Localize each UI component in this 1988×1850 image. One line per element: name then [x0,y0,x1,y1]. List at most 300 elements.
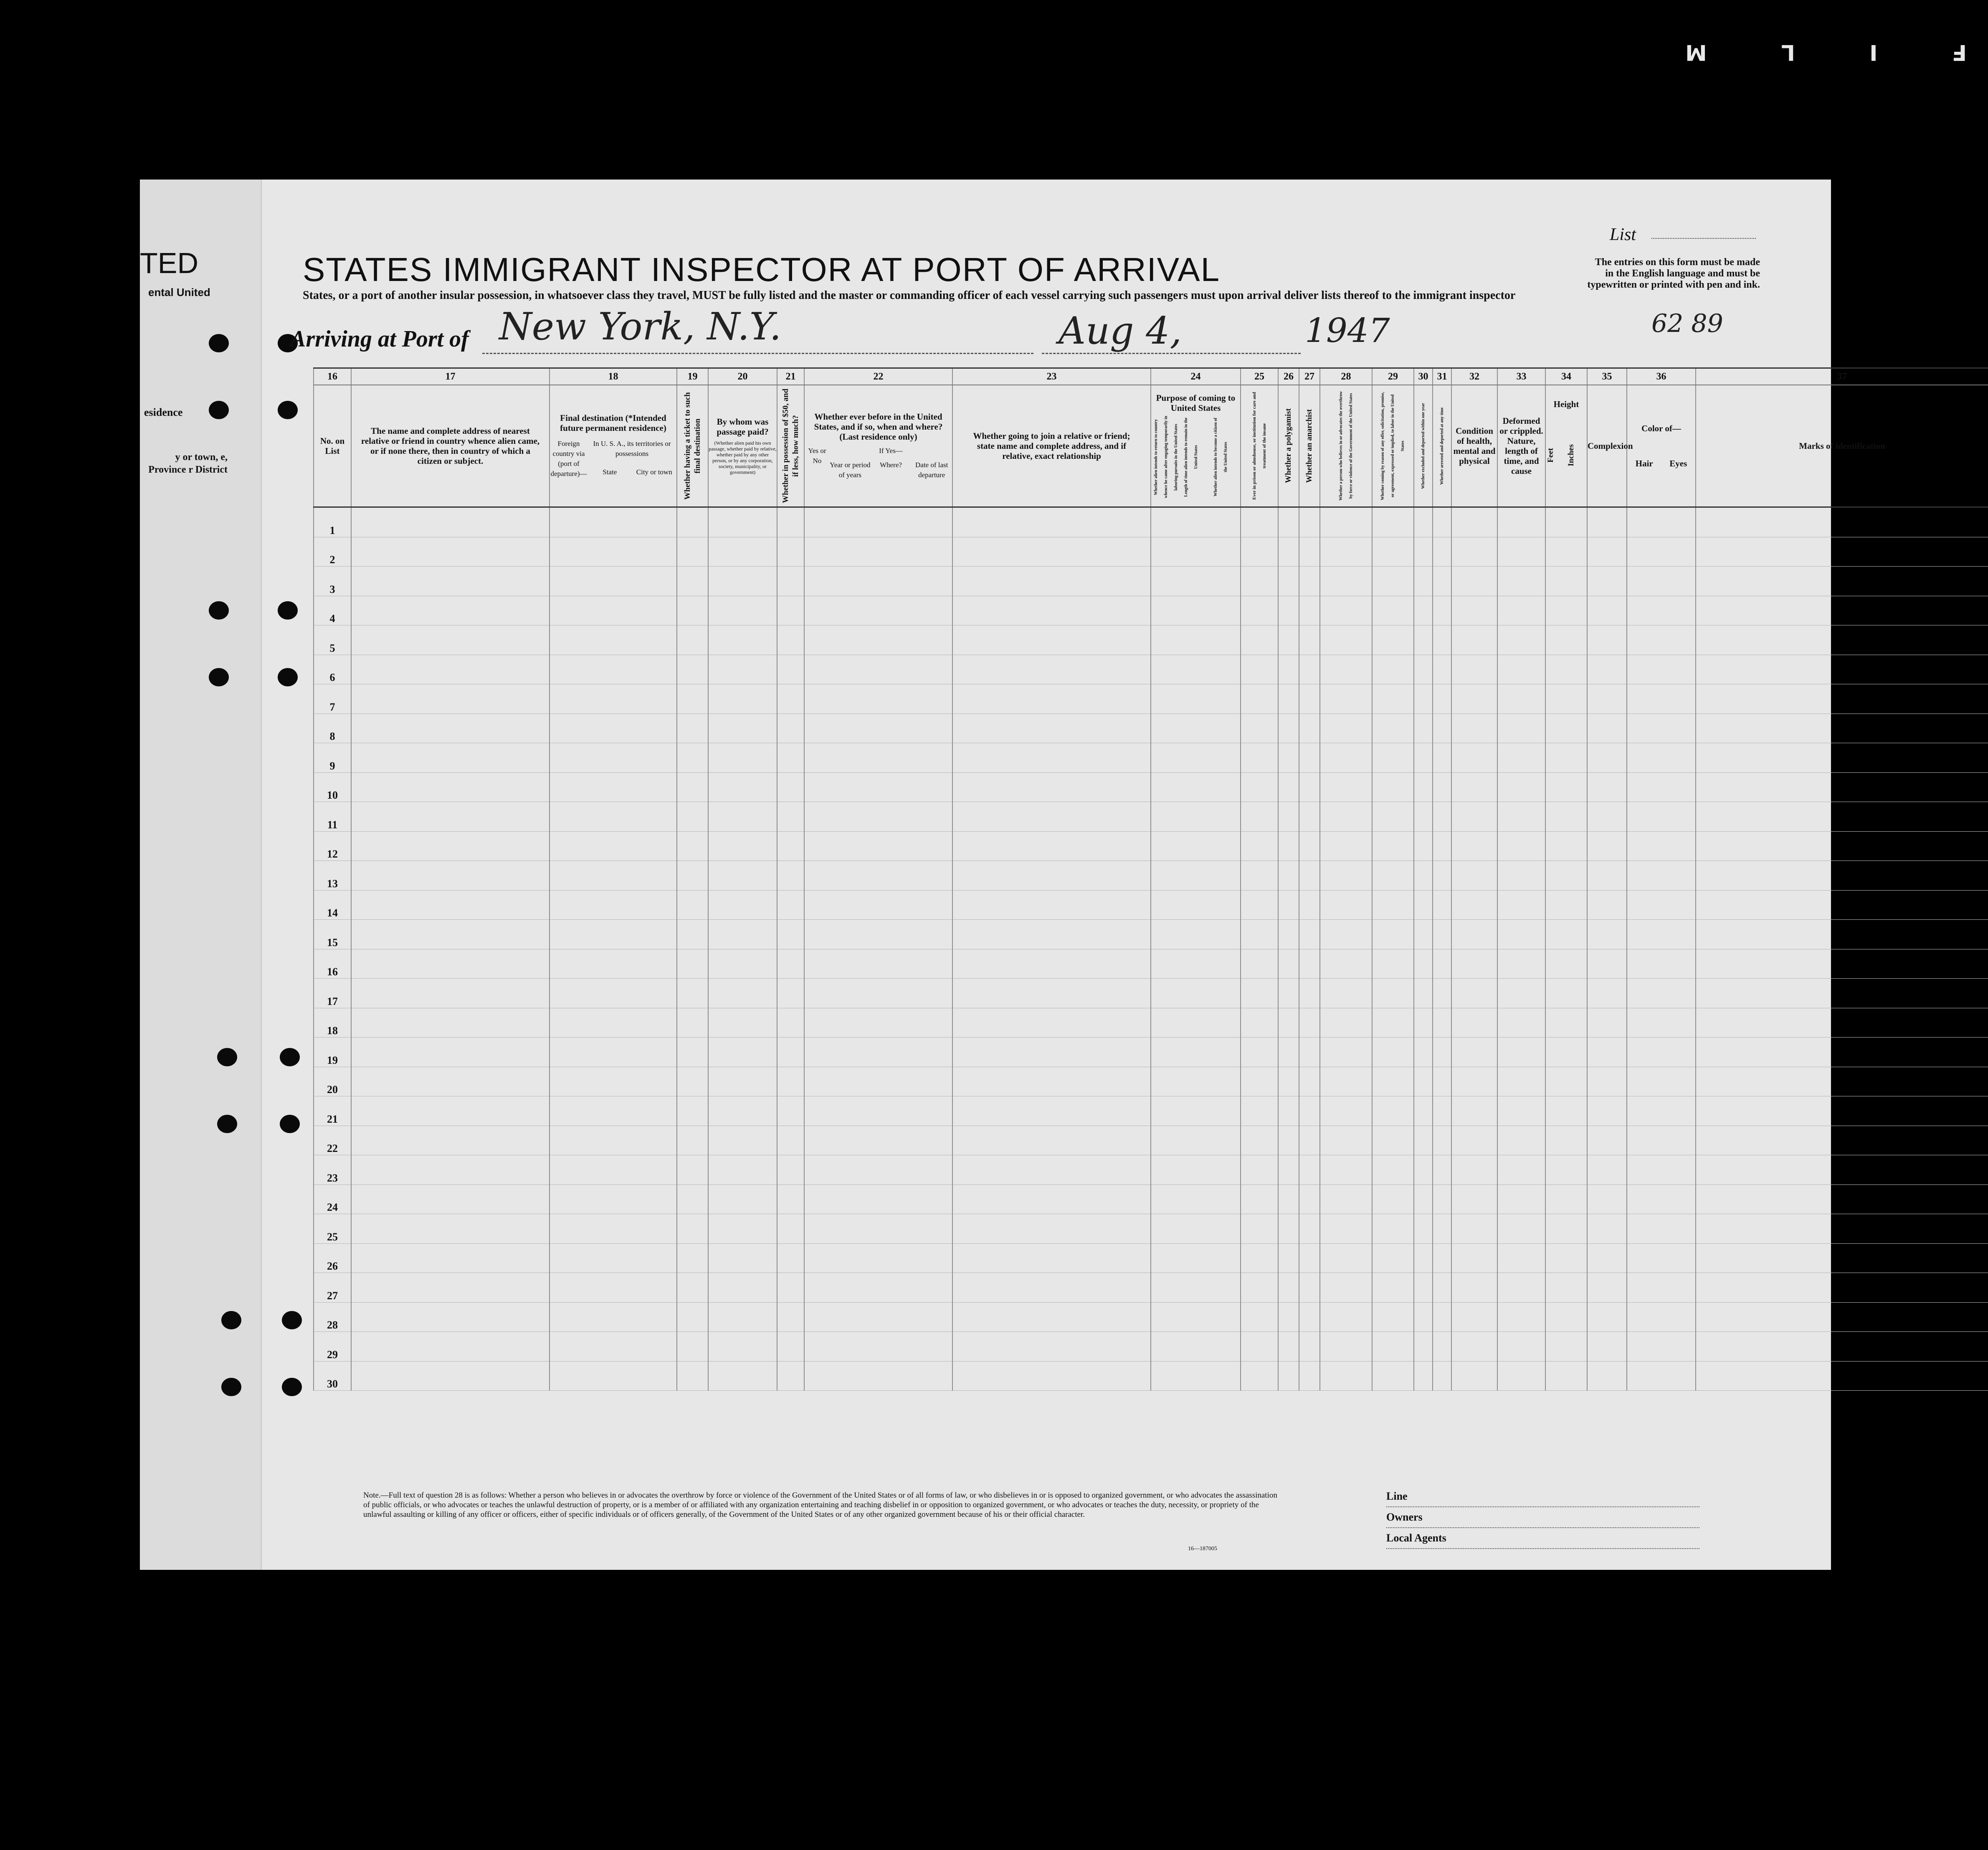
table-cell [1320,1096,1372,1126]
table-cell [677,537,708,567]
table-cell [677,772,708,802]
table-cell [1372,861,1414,891]
table-cell [1696,507,1988,537]
row-number: 15 [314,920,351,949]
table-cell [952,802,1151,832]
punch-hole [209,334,229,352]
table-cell [550,1008,677,1038]
table-cell [1320,1038,1372,1067]
table-cell [677,1243,708,1273]
table-cell [1627,831,1696,861]
table-cell [1278,537,1299,567]
table-cell [1451,714,1497,743]
col-number: 27 [1299,368,1320,385]
local-agents-field: Local Agents [1386,1528,1699,1549]
table-cell [708,655,777,684]
table-cell [1497,1155,1545,1185]
table-cell [804,684,952,714]
table-cell [1587,1126,1627,1155]
table-cell [708,772,777,802]
header-possession-50 [777,385,804,507]
table-cell [1696,861,1988,891]
table-cell [952,567,1151,596]
table-cell [777,949,804,979]
col-number: 25 [1241,368,1278,385]
table-cell [1151,1332,1241,1362]
row-number: 1 [314,507,351,537]
table-cell [1241,537,1278,567]
table-cell [677,1096,708,1126]
table-row [314,1038,1988,1067]
col-number: 24 [1151,368,1241,385]
if-yes-label: If Yes— [879,447,903,455]
table-cell [1151,890,1241,920]
table-cell [351,1273,550,1303]
table-cell [1696,655,1988,684]
table-cell [1545,949,1587,979]
table-cell [1320,949,1372,979]
table-cell [1497,890,1545,920]
table-cell [677,567,708,596]
table-cell [804,1184,952,1214]
table-cell [777,1038,804,1067]
table-cell [1320,507,1372,537]
table-cell [708,1155,777,1185]
table-cell [777,596,804,625]
table-cell [1278,1067,1299,1096]
table-cell [1545,1155,1587,1185]
table-cell [777,1332,804,1362]
list-number-line [1651,238,1756,239]
row-number: 8 [314,714,351,743]
table-cell [1627,1332,1696,1362]
table-cell [804,507,952,537]
table-cell [1696,1273,1988,1303]
table-cell [1497,567,1545,596]
table-row [314,507,1988,537]
table-cell [1320,861,1372,891]
table-cell [1497,596,1545,625]
table-cell [1299,625,1320,655]
header-polygamist [1278,385,1299,507]
table-cell [1278,507,1299,537]
table-cell [804,949,952,979]
table-cell [1278,802,1299,832]
table-cell [1278,861,1299,891]
date-handwritten: Aug 4, [1059,309,1182,353]
table-cell [1587,507,1627,537]
header-final-destination [550,385,677,507]
table-cell [1278,920,1299,949]
table-row [314,684,1988,714]
table-cell [1545,1273,1587,1303]
table-cell [952,684,1151,714]
table-cell [1587,1008,1627,1038]
table-cell [1299,831,1320,861]
anarchist-label: Whether an anarchist [1305,409,1314,483]
table-cell [1497,772,1545,802]
table-cell [1414,596,1433,625]
table-cell [1320,714,1372,743]
table-cell [550,567,677,596]
table-cell [550,831,677,861]
header-ticket [677,385,708,507]
table-cell [1587,890,1627,920]
table-cell [1696,1184,1988,1214]
table-cell [1433,507,1451,537]
table-cell [708,684,777,714]
table-cell [1241,1008,1278,1038]
table-cell [1587,1273,1627,1303]
table-cell [351,537,550,567]
table-cell [1278,1038,1299,1067]
table-cell [550,1184,677,1214]
page-subtitle: States, or a port of another insular possession, in whatsoever class they travel, MUST be fully listed and the master or commanding officer of each vessel carrying such passengers must upon arrival deliver lists thereof to the immigrant inspector [303,289,1516,302]
table-cell [804,1243,952,1273]
table-cell [1587,1096,1627,1126]
table-row [314,1008,1988,1038]
table-cell [1278,1361,1299,1391]
row-number: 5 [314,625,351,655]
col-number: 36 [1627,368,1696,385]
table-cell [1451,1067,1497,1096]
list-number-handwritten: 62 89 [1651,309,1723,338]
table-cell [804,1008,952,1038]
table-cell [1278,979,1299,1008]
table-cell [351,1038,550,1067]
table-row [314,831,1988,861]
table-cell [1241,1273,1278,1303]
table-cell [1372,507,1414,537]
table-cell [1414,772,1433,802]
row-number: 13 [314,861,351,891]
row-number: 20 [314,1067,351,1096]
table-cell [550,772,677,802]
table-row [314,949,1988,979]
table-row [314,890,1988,920]
table-cell [677,714,708,743]
table-cell [1372,596,1414,625]
header-excluded [1414,385,1433,507]
table-cell [1433,596,1451,625]
table-cell [1696,1332,1988,1362]
purpose-label: Purpose of coming to United States [1156,393,1236,413]
table-cell [1627,1038,1696,1067]
table-cell [708,1008,777,1038]
table-row [314,1332,1988,1362]
table-cell [1278,890,1299,920]
final-destination-label: Final destination (*Intended future permanent residence) [560,413,666,433]
col-number: 18 [550,368,677,385]
where-label: Where? [880,461,902,469]
table-cell [1372,920,1414,949]
row-number: 24 [314,1184,351,1214]
labor-offer-label: Whether coming by reason of any offer, solicitation, promise, or agreement, expressed or implied, to labor in the United States [1380,392,1405,500]
table-cell [1545,596,1587,625]
table-cell [1299,802,1320,832]
table-cell [1151,1008,1241,1038]
table-cell [1587,1361,1627,1391]
table-cell [804,920,952,949]
strip-title-fragment: TED [140,247,198,279]
table-cell [1587,684,1627,714]
table-cell [1320,537,1372,567]
table-cell [1414,1361,1433,1391]
table-cell [351,949,550,979]
table-cell [952,1243,1151,1273]
table-cell [708,949,777,979]
table-cell [708,537,777,567]
table-cell [804,537,952,567]
table-cell [1241,831,1278,861]
table-cell [1497,684,1545,714]
table-cell [952,831,1151,861]
table-cell [1497,1332,1545,1362]
table-cell [804,625,952,655]
purpose-return-label: Whether alien intends to return to country whence he came after engaging temporarily in laboring pursuits in the United States [1154,416,1178,499]
table-cell [1151,979,1241,1008]
table-cell [952,1126,1151,1155]
table-cell [1241,1361,1278,1391]
punch-hole [282,1311,302,1329]
table-cell [1545,743,1587,773]
table-cell [1545,1067,1587,1096]
table-cell [677,949,708,979]
table-cell [1320,1214,1372,1244]
table-cell [1414,1126,1433,1155]
table-cell [1299,507,1320,537]
table-cell [1299,714,1320,743]
table-cell [1627,655,1696,684]
table-cell [1320,1332,1372,1362]
table-cell [1587,625,1627,655]
table-cell [351,567,550,596]
table-cell [1278,1273,1299,1303]
table-cell [1433,1155,1451,1185]
table-cell [1627,890,1696,920]
table-cell [1278,1184,1299,1214]
table-cell [1414,625,1433,655]
table-cell [952,743,1151,773]
table-cell [1587,714,1627,743]
table-cell [1451,1273,1497,1303]
table-cell [1151,596,1241,625]
table-cell [1299,1214,1320,1244]
table-cell [708,920,777,949]
table-cell [952,596,1151,625]
table-cell [777,655,804,684]
table-cell [1414,1332,1433,1362]
row-number: 23 [314,1155,351,1185]
table-cell [351,743,550,773]
strip-province-fragment: y or town, e, Province r District [148,452,228,475]
header-complexion: Complexion [1587,385,1627,507]
table-cell [1545,979,1587,1008]
table-cell [1299,596,1320,625]
table-cell [1151,1184,1241,1214]
table-row [314,537,1988,567]
table-cell [1278,1302,1299,1332]
table-cell [1627,1243,1696,1273]
last-departure-label: Date of last departure [915,461,948,479]
table-cell [1497,920,1545,949]
table-cell [1372,1332,1414,1362]
table-cell [1627,684,1696,714]
table-cell [708,1184,777,1214]
table-cell [1497,537,1545,567]
table-row [314,1155,1988,1185]
table-row [314,979,1988,1008]
row-number: 30 [314,1361,351,1391]
table-cell [1627,772,1696,802]
footnote: Note.—Full text of question 28 is as follows: Whether a person who believes in or advocates the overthrow by force or violence of the Government of the United States or of all forms of law, or who disbelieves in or is opposed to organized government, or who advocates the assassination of public officials, or who advocates or teaches the unlawful destruction of property, or is a member of or affiliated with any organization entertaining and teaching disbelief in or opposition to organized government, or who advocates or teaches the duty, necessity, or propriety of the unlawful assaulting or killing of any officer or officers, either of specific individuals or of officers generally, of the Government of the United States or of any other organized government because of his or their official character. [363,1491,1277,1519]
table-cell [804,1214,952,1244]
inches-label: Inches [1567,444,1575,466]
table-cell [708,625,777,655]
column-header-row [314,385,1988,507]
table-cell [1151,655,1241,684]
table-cell [1414,714,1433,743]
table-cell [1451,920,1497,949]
table-cell [1497,1273,1545,1303]
table-cell [1451,1096,1497,1126]
table-cell [804,1155,952,1185]
table-cell [1241,507,1278,537]
table-cell [952,772,1151,802]
table-cell [1433,1067,1451,1096]
table-cell [1414,537,1433,567]
table-cell [952,949,1151,979]
table-cell [777,714,804,743]
table-cell [1299,567,1320,596]
table-cell [1151,861,1241,891]
table-row [314,1184,1988,1214]
table-cell [1451,772,1497,802]
table-cell [1696,1038,1988,1067]
table-cell [1372,743,1414,773]
line-field: Line [1386,1486,1699,1507]
table-cell [1433,772,1451,802]
table-cell [1151,1096,1241,1126]
form-instructions: The entries on this form must be made in the English language and must be typewritten or printed with pen and ink. [1587,257,1760,290]
owners-field: Owners [1386,1507,1699,1528]
header-arrested [1433,385,1451,507]
table-cell [1241,1332,1278,1362]
table-cell [1299,1273,1320,1303]
table-cell [952,1096,1151,1126]
punch-hole [278,401,298,419]
col-number: 23 [952,368,1151,385]
table-cell [1299,1243,1320,1273]
table-cell [1497,655,1545,684]
table-cell [708,861,777,891]
table-cell [1372,655,1414,684]
table-cell [1451,831,1497,861]
table-cell [804,1038,952,1067]
table-cell [1299,1067,1320,1096]
table-cell [1372,890,1414,920]
table-cell [1320,1155,1372,1185]
height-label: Height [1553,399,1579,409]
row-number: 17 [314,979,351,1008]
table-cell [1299,890,1320,920]
table-cell [1545,684,1587,714]
table-cell [1545,507,1587,537]
table-cell [351,890,550,920]
table-cell [952,1155,1151,1185]
table-cell [1151,1243,1241,1273]
table-cell [677,1126,708,1155]
table-cell [804,861,952,891]
table-cell [777,507,804,537]
excluded-label: Whether excluded and deported within one year [1421,403,1426,489]
table-cell [1241,1155,1278,1185]
table-cell [1241,655,1278,684]
table-cell [1696,1214,1988,1244]
punch-hole [221,1311,241,1329]
table-cell [1627,1273,1696,1303]
strip-residence-fragment: esidence [144,406,183,418]
table-cell [1372,567,1414,596]
table-cell [1320,1243,1372,1273]
table-cell [351,1126,550,1155]
table-cell [1151,507,1241,537]
table-cell [1278,831,1299,861]
table-cell [351,802,550,832]
table-cell [1299,1155,1320,1185]
table-cell [1320,567,1372,596]
table-cell [777,831,804,861]
polygamist-label: Whether a polygamist [1284,408,1293,483]
table-cell [1587,567,1627,596]
table-cell [1627,567,1696,596]
table-cell [1696,831,1988,861]
prison-label: Ever in prison or almshouse, or institution for care and treatment of the insane [1252,392,1267,500]
table-cell [1241,861,1278,891]
table-cell [1696,949,1988,979]
table-cell [1278,743,1299,773]
table-row [314,596,1988,625]
table-cell [550,1155,677,1185]
table-cell [677,1302,708,1332]
table-cell [351,1155,550,1185]
film-label: F I L M [1651,40,1967,65]
table-cell [1433,861,1451,891]
table-cell [1433,949,1451,979]
table-cell [1372,1096,1414,1126]
table-cell [1587,1038,1627,1067]
table-cell [777,1184,804,1214]
table-cell [1433,831,1451,861]
table-cell [1320,920,1372,949]
table-cell [1627,507,1696,537]
table-cell [708,1067,777,1096]
row-number: 12 [314,831,351,861]
table-cell [708,743,777,773]
table-cell [1627,949,1696,979]
table-cell [1151,625,1241,655]
table-cell [550,1067,677,1096]
table-cell [677,802,708,832]
punch-hole [278,668,298,686]
header-anarchist [1299,385,1320,507]
table-cell [677,743,708,773]
header-labor-offer [1372,385,1414,507]
table-cell [708,1332,777,1362]
table-cell [1497,1361,1545,1391]
manifest-rows [314,507,1988,1391]
table-cell [1433,1184,1451,1214]
